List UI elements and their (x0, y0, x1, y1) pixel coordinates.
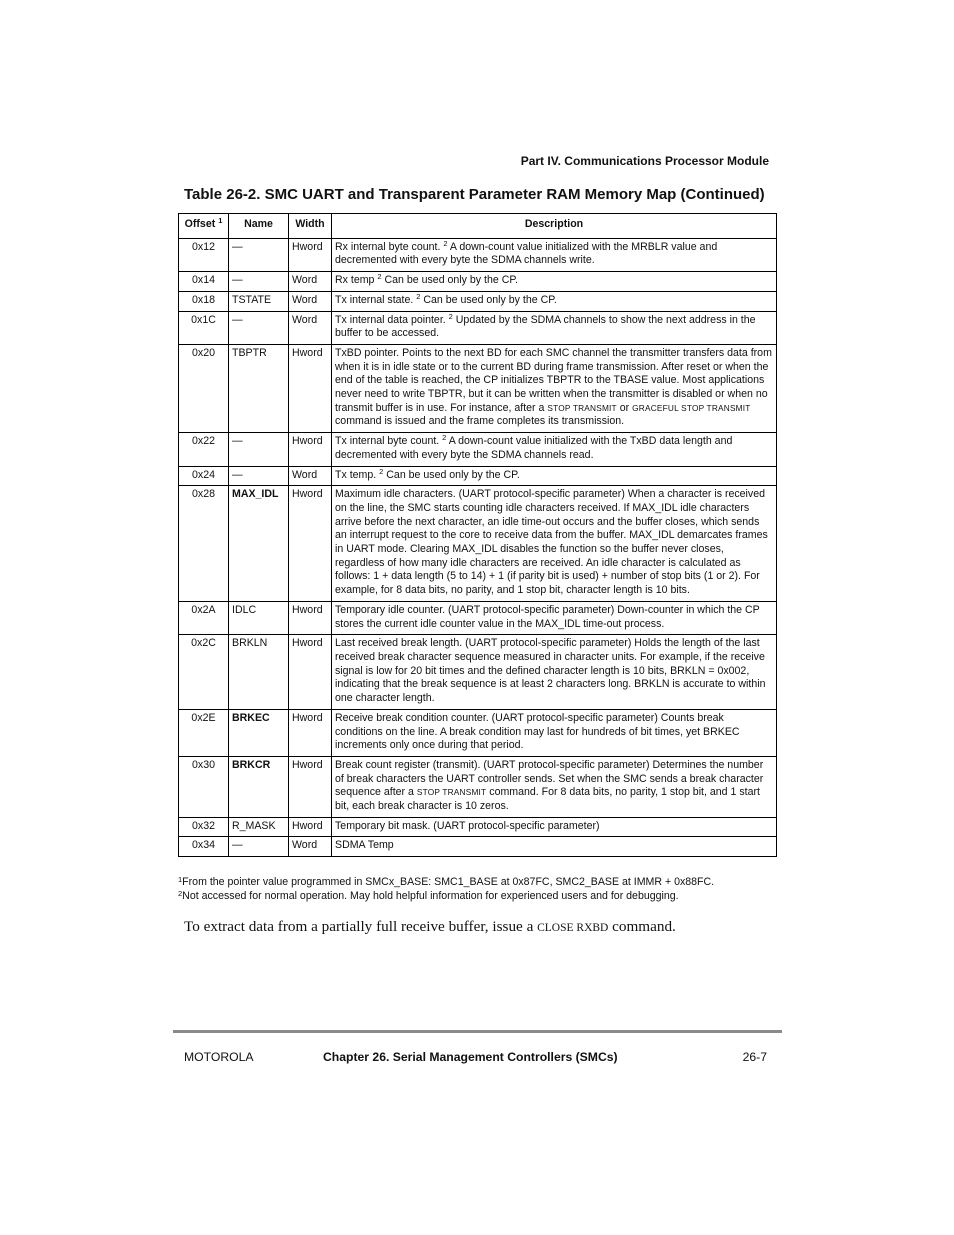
cell-name: — (229, 433, 289, 466)
cell-name: BRKCR (229, 756, 289, 817)
description-text: Break count register (transmit). (UART protocol-specific parameter) Determines the number of break characters the UART controller sends. Set when the SMC sends a break character sequence after a (335, 758, 764, 799)
cell-description (332, 311, 777, 344)
cell-name: — (229, 466, 289, 486)
description-text: Rx temp (335, 274, 378, 287)
cell-description (332, 635, 777, 710)
description-text: Tx temp. (335, 468, 380, 481)
cell-offset: 0x34 (179, 837, 229, 857)
description-text: Can be used only by the CP. (381, 274, 518, 287)
footnote-ref: 2 (379, 466, 384, 476)
description-text: A down-count value initialized with the MRBLR value and decremented with every byte the SDMA channels write. (335, 240, 718, 267)
table-row (179, 311, 777, 344)
table-row (179, 466, 777, 486)
cell-description (332, 837, 777, 857)
col-header-width: Width (289, 214, 332, 239)
cell-offset: 0x24 (179, 466, 229, 486)
description-text: Tx internal state. (335, 293, 417, 306)
cell-name: IDLC (229, 601, 289, 634)
description-text: Rx internal byte count. (335, 240, 444, 253)
cell-name: — (229, 837, 289, 857)
description-text: Temporary idle counter. (UART protocol-specific parameter) Down-counter in which the CP stores the current idle counter value in the MAX_IDL time-out process. (335, 603, 760, 630)
cell-description (332, 817, 777, 837)
footnote-ref: 2 (377, 272, 382, 282)
cell-width: Hword (289, 238, 332, 271)
cell-description (332, 433, 777, 466)
cell-width: Word (289, 291, 332, 311)
table-row (179, 433, 777, 466)
memory-map-table (178, 213, 777, 857)
table-row (179, 817, 777, 837)
col-header-name: Name (229, 214, 289, 239)
table-row (179, 709, 777, 756)
command-name: STOP TRANSMIT (547, 402, 617, 413)
page-number: 26-7 (742, 1050, 767, 1064)
table-row (179, 272, 777, 292)
cell-name: R_MASK (229, 817, 289, 837)
description-text: command is issued and the frame completes its transmission. (335, 415, 625, 428)
description-text: Maximum idle characters. (UART protocol-specific parameter) When a character is received on the line, the SMC starts counting idle characters received. If MAX_IDL idle characters arrive before the next character, an idle time-out occurs and the buffer closes, which sends an interrupt request to the core to receive data from the buffer. MAX_IDL demarcates frames in UART mode. Clearing MAX_IDL disables the function so the buffer never closes, regardless of how many idle characters are received. An idle character is calculated as follows: 1 + data length (5 to 14) + 1 (if parity bit is used) + number of stop bits (1 or 2). For example, for 8 data bits, no parity, and 1 stop bit, character length is 10 bits. (335, 488, 768, 597)
command-name: STOP TRANSMIT (416, 787, 487, 798)
description-text: Last received break length. (UART protocol-specific parameter) Holds the length of the last received break character sequence measured in character units. For example, if the receive signal is low for 20 bit times and the defined character length is 10 bits, BRKLN = 0x002, indicating that the break sequence is at least 2 characters long. BRKLN is accurate to within one character length. (335, 637, 766, 705)
footnote-2: $^2$Not accessed for normal operation. May hold helpful information for experienced users and for debugging. (178, 888, 679, 902)
description-text: Temporary bit mask. (UART protocol-specific parameter) (335, 819, 600, 832)
cell-offset: 0x2C (179, 635, 229, 710)
cell-description (332, 709, 777, 756)
cell-description (332, 291, 777, 311)
description-text: Tx internal byte count. (335, 435, 443, 448)
footnote-ref: 2 (448, 311, 453, 321)
running-header: Part IV. Communications Processor Module (520, 154, 769, 168)
cell-width: Word (289, 272, 332, 292)
cell-width: Word (289, 311, 332, 344)
cell-width: Hword (289, 486, 332, 602)
cell-width: Hword (289, 433, 332, 466)
footer-chapter: Chapter 26. Serial Management Controllers (SMCs) (323, 1050, 618, 1064)
footnote-ref: 2 (443, 238, 448, 248)
table-title: Table 26-2. SMC UART and Transparent Parameter RAM Memory Map (Continued) (184, 186, 765, 203)
col-header-description: Description (332, 214, 777, 239)
cell-offset: 0x2E (179, 709, 229, 756)
cell-name: BRKLN (229, 635, 289, 710)
cell-offset: 0x32 (179, 817, 229, 837)
cell-name: TSTATE (229, 291, 289, 311)
cell-offset: 0x1C (179, 311, 229, 344)
description-text: Can be used only by the CP. (383, 468, 520, 481)
cell-width: Hword (289, 756, 332, 817)
cell-width: Word (289, 837, 332, 857)
body-paragraph: To extract data from a partially full receive buffer, issue a CLOSE RXBD command. (184, 918, 676, 935)
cell-offset: 0x14 (179, 272, 229, 292)
table-row (179, 756, 777, 817)
description-text: A down-count value initialized with the TxBD data length and decremented with every byte the SDMA channels read. (335, 435, 733, 461)
description-text: command. For 8 data bits, no parity, 1 stop bit, and 1 start bit, each break character is 10 zeros. (335, 786, 760, 813)
cell-description (332, 344, 777, 432)
cell-name: — (229, 311, 289, 344)
cell-width: Hword (289, 635, 332, 710)
col-header-offset: Offset $^1$ (179, 214, 229, 239)
footnotes (178, 876, 714, 903)
table-row (179, 601, 777, 634)
cell-name: MAX_IDL (229, 486, 289, 602)
cell-description (332, 486, 777, 602)
cell-offset: 0x2A (179, 601, 229, 634)
description-text: TxBD pointer. Points to the next BD for each SMC channel the transmitter transfers data from when it is in idle state or to the current BD during frame transmission. After reset or when the end of the table is reached, the CP initializes TBPTR to the TBASE value. Most applications never need to write TBPTR, but it can be written when the transmitter is disabled or when no transmit buffer is in use. For instance, after a (335, 346, 772, 414)
cell-description (332, 756, 777, 817)
cell-offset: 0x28 (179, 486, 229, 602)
cell-width: Hword (289, 344, 332, 432)
description-text: SDMA Temp (335, 839, 394, 852)
cell-offset: 0x12 (179, 238, 229, 271)
command-name: CLOSE RXBD (537, 922, 609, 934)
cell-name: — (229, 272, 289, 292)
cell-name: TBPTR (229, 344, 289, 432)
description-text: Can be used only by the CP. (420, 293, 557, 306)
footer-publisher: MOTOROLA (184, 1050, 254, 1064)
footnote-ref: 2 (442, 433, 447, 443)
cell-description (332, 466, 777, 486)
description-text: Tx internal data pointer. (335, 313, 449, 326)
description-text: or (616, 401, 633, 414)
table-row (179, 238, 777, 271)
cell-description (332, 238, 777, 271)
cell-offset: 0x18 (179, 291, 229, 311)
table-row (179, 837, 777, 857)
table-header-row (179, 214, 777, 239)
command-name: GRACEFUL STOP TRANSMIT (632, 402, 751, 413)
cell-width: Hword (289, 709, 332, 756)
cell-name: — (229, 238, 289, 271)
footnote-ref: 2 (416, 291, 421, 301)
footnote-1: $^1$From the pointer value programmed in SMCx_BASE: SMC1_BASE at 0x87FC, SMC2_BASE at IMMR + 0x88FC. (178, 875, 715, 888)
table-row (179, 486, 777, 602)
table-row (179, 344, 777, 432)
table-row (179, 635, 777, 710)
cell-offset: 0x22 (179, 433, 229, 466)
table-row (179, 291, 777, 311)
description-text: Receive break condition counter. (UART protocol-specific parameter) Counts break conditions on the line. A break condition may last for hundreds of bit times, yet BRKEC increments only once during that period. (335, 711, 740, 752)
cell-name: BRKEC (229, 709, 289, 756)
cell-width: Word (289, 466, 332, 486)
cell-offset: 0x20 (179, 344, 229, 432)
footnote-ref: 1 (218, 216, 223, 225)
cell-width: Hword (289, 817, 332, 837)
cell-offset: 0x30 (179, 756, 229, 817)
footer-rule (173, 1030, 782, 1033)
cell-description (332, 272, 777, 292)
cell-width: Hword (289, 601, 332, 634)
description-text: Updated by the SDMA channels to show the next address in the buffer to be accessed. (335, 313, 756, 340)
cell-description (332, 601, 777, 634)
